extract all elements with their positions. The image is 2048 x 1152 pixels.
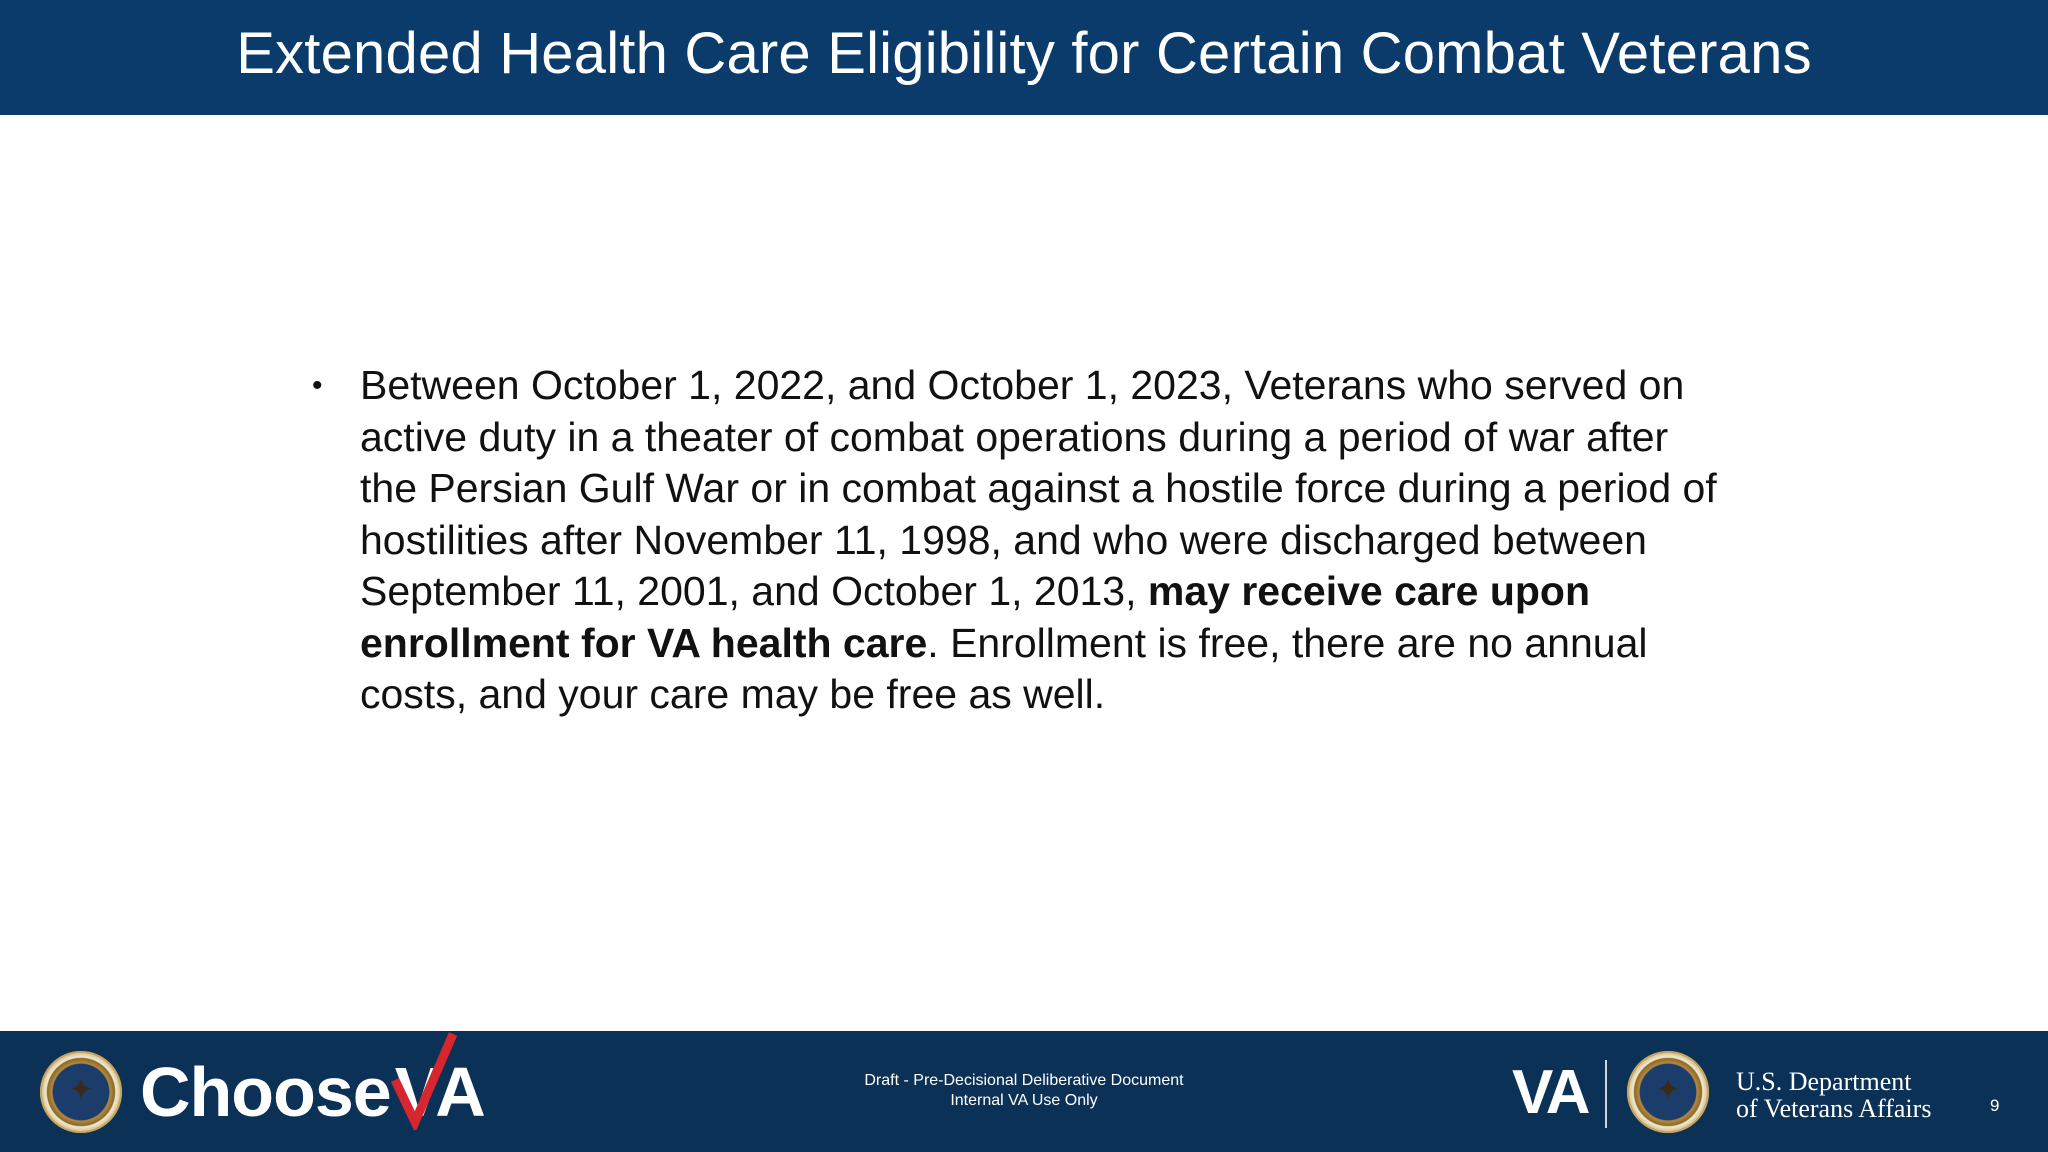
choose-logo-va — [395, 1052, 485, 1132]
draft-line-2: Internal VA Use Only — [950, 1092, 1098, 1109]
page-number: 9 — [1990, 1096, 2000, 1115]
slide-content — [310, 360, 1730, 721]
logo-divider — [1605, 1060, 1607, 1128]
va-seal-icon: ✦ — [1627, 1051, 1709, 1133]
va-seal-icon: ✦ — [40, 1051, 122, 1133]
choose-logo-word: Choose — [140, 1053, 391, 1131]
checkmark-icon — [389, 1030, 459, 1130]
choose-va-logo — [140, 1052, 485, 1132]
bullet-item — [310, 360, 1730, 721]
bullet-text-after: . Enrollment is free, there are no annual costs, and your care may be free as well. — [360, 619, 1648, 717]
va-wordmark: VA — [1512, 1058, 1588, 1127]
slide-title: Extended Health Care Eligibility for Certain Combat Veterans — [236, 21, 1812, 86]
draft-line-1: Draft - Pre-Decisional Deliberative Document — [864, 1072, 1184, 1089]
choose-logo-va-text: VA — [394, 1053, 485, 1131]
bullet-icon: • — [312, 369, 323, 402]
draft-notice — [824, 1071, 1224, 1111]
title-bar — [0, 0, 2048, 115]
bullet-text-bold: may receive care upon enrollment for VA health care — [360, 568, 1591, 666]
department-name — [1736, 1068, 1931, 1122]
bullet-text-before: Between October 1, 2022, and October 1, 2023, Veterans who served on active duty in a theater of combat operations during a period of war after the Persian Gulf War or in combat against a hostile force during a period of hostilities after November 11, 1998, and who were discharged between September 11, 2001, and October 1, 2013, — [360, 362, 1717, 614]
department-line-1: U.S. Department — [1736, 1067, 1912, 1096]
department-line-2: of Veterans Affairs — [1736, 1094, 1932, 1123]
